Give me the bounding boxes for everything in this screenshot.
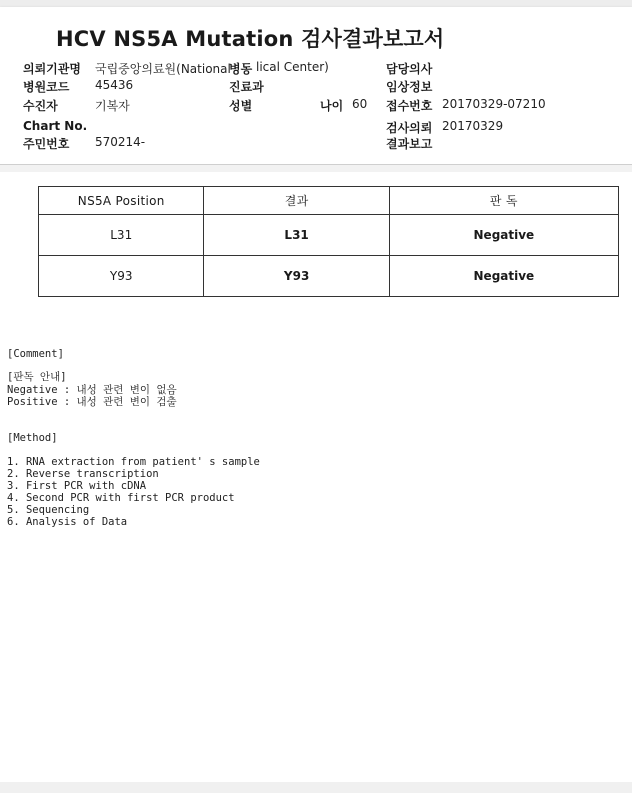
receipt-no-value: 20170329-07210 [442,97,546,111]
comment-title: [Comment] [7,348,64,360]
cell-interpretation: Negative [389,215,618,256]
top-band [0,0,632,7]
request-date-label: 검사의뢰 [386,121,433,135]
hospital-code-value: 45436 [95,78,134,92]
header-position: NS5A Position [39,187,204,215]
method-step: 6. Analysis of Data [7,516,128,528]
table-row [39,256,619,297]
method-step: 3. First PCR with cDNA [7,480,147,492]
age-label: 나이 [320,99,344,113]
bottom-band [0,782,632,793]
report-title: HCV NS5A Mutation 검사결과보고서 [56,27,445,51]
cell-result: Y93 [204,256,389,297]
report-label: 결과보고 [386,137,433,151]
institution-value-overflow: lical Center) [256,60,329,74]
institution-label: 의뢰기관명 [23,62,81,76]
chart-no-label: Chart No. [23,119,88,133]
resident-no-label: 주민번호 [23,137,70,151]
guide-line-positive: Positive : 내성 관련 변이 검출 [7,396,177,408]
report-header [0,7,632,165]
cell-result: L31 [204,215,389,256]
ward-label: 병동 [229,62,253,76]
guide-line-negative: Negative : 내성 관련 변이 없음 [7,384,177,396]
patient-value: 기복자 [95,99,130,113]
sex-label: 성별 [229,99,253,113]
table-header-row [39,187,619,215]
cell-position: Y93 [39,256,204,297]
guide-title: [판독 안내] [7,371,67,383]
age-value: 60 [352,97,368,111]
doctor-label: 담당의사 [386,62,433,76]
method-step: 4. Second PCR with first PCR product [7,492,235,504]
institution-value: 국립중앙의료원(National [95,62,231,76]
cell-position: L31 [39,215,204,256]
request-date-value: 20170329 [442,119,504,133]
clinical-info-label: 임상정보 [386,80,433,94]
header-interpretation: 판 독 [389,187,618,215]
method-step: 5. Sequencing [7,504,90,516]
receipt-no-label: 접수번호 [386,99,433,113]
hospital-code-label: 병원코드 [23,80,70,94]
cell-interpretation: Negative [389,256,618,297]
method-title: [Method] [7,432,58,444]
method-step: 2. Reverse transcription [7,468,159,480]
header-result: 결과 [204,187,389,215]
patient-label: 수진자 [23,99,58,113]
method-step: 1. RNA extraction from patient' s sample [7,456,260,468]
resident-no-value: 570214- [95,135,146,149]
section-separator [0,165,632,172]
department-label: 진료과 [229,80,264,94]
results-table [38,186,619,297]
table-row [39,215,619,256]
